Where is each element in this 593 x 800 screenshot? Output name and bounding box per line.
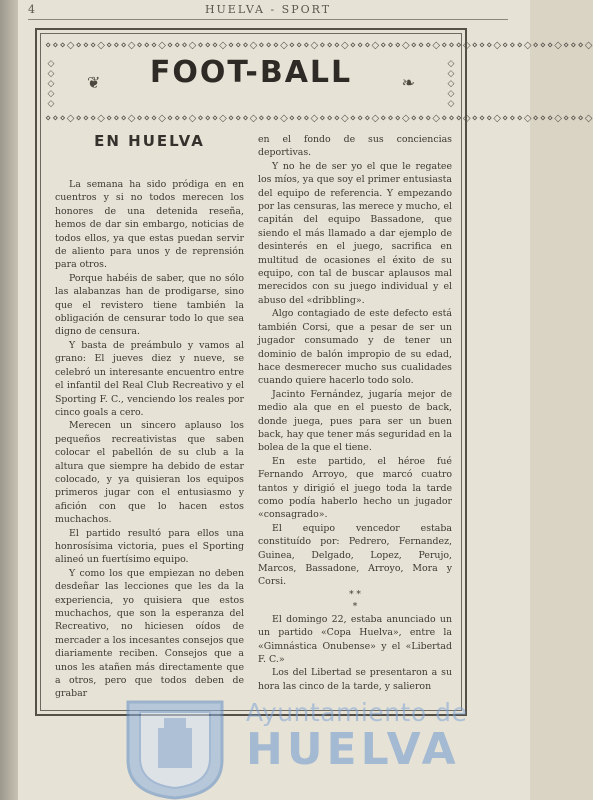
- paragraph: La semana ha sido pródiga en en cuentros y si no todos merecen los honores de una detenida reseña, hemos de dar sin embargo, noticias de todos ellos, ya que estas puedan servir de aliento para unos y de reprensión para otros.: [55, 179, 244, 271]
- paragraph: El equipo vencedor estaba constituído por: Pedrero, Fernandez, Guinea, Delgado, Lopez, Perujo, Marcos, Bassadone, Arroyo, Mora y Corsi.: [258, 522, 452, 588]
- paragraph: Porque habéis de saber, que no sólo las alabanzas han de prodigarse, sino que el revistero tiene también la obligación de censurar todo lo que sea digno de censura.: [55, 272, 244, 338]
- zigzag-ornament-right: ◇ ◇ ◇ ◇ ◇: [447, 59, 455, 109]
- paragraph: En este partido, el héroe fué Fernando Arroyo, que marcó cuatro tantos y dirigió el juego toda la tarde como podía haberlo hecho un jugador «consagrado».: [258, 455, 452, 521]
- paragraph: Y basta de preámbulo y vamos al grano: El jueves diez y nueve, se celebró un interesante encuentro entre el infantil del Real Club Recreativo y el Sporting F. C., venciendo los reales por cinco goals a cero.: [55, 339, 244, 418]
- paragraph: Algo contagiado de este defecto está también Corsi, que a pesar de ser un jugador consumado y de tener un dominio de balón impropio de su edad, hace desmerecer mucho sus cualidades cuando quiere hacerlo todo solo.: [258, 308, 452, 387]
- paragraph: Y como los que empiezan no deben desdeñar las lecciones que les da la experiencia, yo quisiera que estos muchachos, que son la esperanza del Recreativo, no hiciesen oídos de mercader a los incesantes consejos que diariamente reciben. Consejos que a unos les atañen más directamente que a otros, pero que todos deben de grabar: [55, 567, 244, 700]
- paragraph: Jacinto Fernández, jugaría mejor de medio ala que en el puesto de back, donde juega, pues para ser un buen back, hay que tener más seguridad en la bolea de la que el tiene.: [258, 388, 452, 454]
- paragraph: El domingo 22, estaba anunciado un un partido «Copa Huelva», entre la «Gimnástica Onubense» y el «Libertad F. C.»: [258, 613, 452, 666]
- running-header: [28, 3, 508, 19]
- book-spine: [0, 0, 18, 800]
- ornament-border-top: ⋄⋄⋄◇⋄⋄⋄◇⋄⋄⋄◇⋄⋄⋄◇⋄⋄⋄◇⋄⋄⋄◇⋄⋄⋄◇⋄⋄⋄◇⋄⋄⋄◇⋄⋄⋄◇⋄⋄⋄◇⋄⋄⋄◇⋄⋄⋄◇⋄⋄⋄◇⋄⋄⋄◇⋄⋄⋄◇⋄⋄⋄◇⋄⋄⋄◇: [45, 40, 593, 51]
- watermark-line-1: Ayuntamiento de: [246, 698, 468, 727]
- watermark-line-2: HUELVA: [246, 724, 460, 775]
- paragraph: en el fondo de sus conciencias deportivas.: [258, 134, 452, 159]
- page-number: 4: [28, 3, 37, 16]
- zigzag-ornament-left: ◇ ◇ ◇ ◇ ◇: [47, 59, 55, 109]
- ornament-border-bottom: ⋄⋄⋄◇⋄⋄⋄◇⋄⋄⋄◇⋄⋄⋄◇⋄⋄⋄◇⋄⋄⋄◇⋄⋄⋄◇⋄⋄⋄◇⋄⋄⋄◇⋄⋄⋄◇⋄⋄⋄◇⋄⋄⋄◇⋄⋄⋄◇⋄⋄⋄◇⋄⋄⋄◇⋄⋄⋄◇⋄⋄⋄◇⋄⋄⋄◇: [45, 113, 593, 124]
- paragraph: El partido resultó para ellos una honrosísima victoria, pues el Sporting alineó un fuertísimo equipo.: [55, 527, 244, 566]
- running-title: HUELVA - SPORT: [204, 3, 332, 16]
- article-subheading: EN HUELVA: [94, 132, 205, 150]
- paragraph: Y no he de ser yo el que le regatee los míos, ya que soy el primer entusiasta del equipo de referencia. Y empezando por las censuras, las merece y mucho, el capitán del equipo Bassadone, que siendo el más llamado a dar ejemplo de desinterés en el juego, sacrifica en multitud de ocasiones el éxito de su equipo, con tal de buscar aplausos mal merecidos con su juego individual y el abuso del «dribbling».: [258, 160, 452, 306]
- asterism-divider: * * *: [349, 589, 361, 612]
- header-rule: [28, 19, 508, 20]
- article-title: FOOT-BALL: [149, 55, 353, 90]
- paragraph: Los del Libertad se presentaron a su hora las cinco de la tarde, y salieron: [258, 667, 452, 692]
- leaf-ornament-left-icon: ❦: [87, 73, 101, 92]
- text-column-right: [258, 133, 452, 693]
- leaf-ornament-right-icon: ❧: [401, 73, 415, 92]
- title-box: [47, 51, 455, 111]
- paragraph: Merecen un sincero aplauso los pequeños recreativistas que saben colocar el pabellón de su club a la altura que siempre ha debido de estar colocado, y ya quisieran los equipos primeros jugar con el entusiasmo y afición con que lo hacen estos muchachos.: [55, 420, 244, 526]
- text-column-left: [55, 178, 244, 701]
